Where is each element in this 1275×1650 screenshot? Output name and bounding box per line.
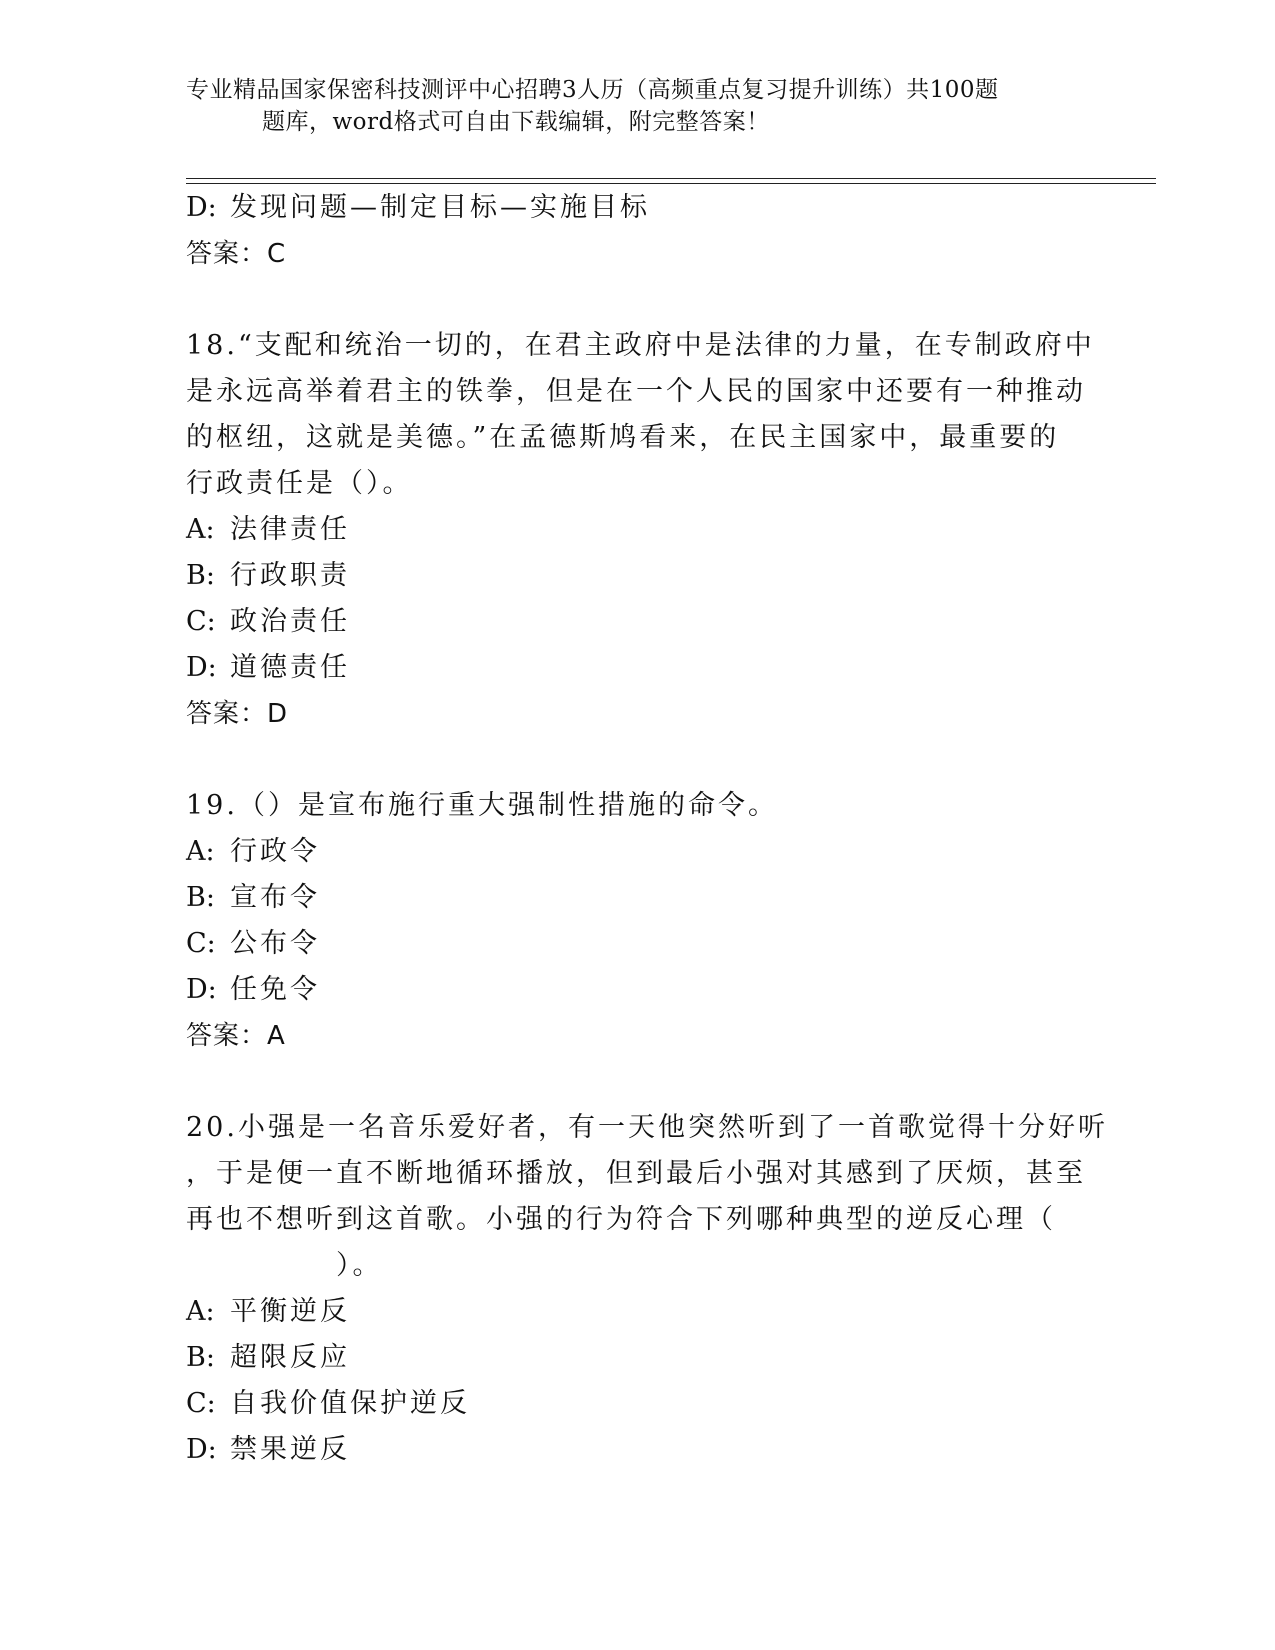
question-18-line: 行政责任是（）。 <box>186 468 413 499</box>
option-letter: B: <box>186 1342 215 1373</box>
document-header <box>186 74 1086 138</box>
option-letter: B: <box>186 882 215 913</box>
option-text: 政治责任 <box>230 606 350 637</box>
question-18-line: 的枢纽，这就是美德。”在孟德斯鸠看来，在民主国家中，最重要的 <box>186 422 1060 453</box>
option-letter: D: <box>186 1434 217 1465</box>
q19-option-a <box>186 829 1066 875</box>
question-20-line: 20.小强是一名音乐爱好者，有一天他突然听到了一首歌觉得十分好听 <box>186 1112 1108 1143</box>
prev-option-d <box>186 185 1066 231</box>
option-letter: A: <box>186 1296 215 1327</box>
option-text: 行政职责 <box>230 560 350 591</box>
question-18 <box>186 323 1095 737</box>
option-letter: D: <box>186 652 217 683</box>
q18-answer: 答案：D <box>186 699 289 729</box>
option-text: 任免令 <box>230 974 320 1005</box>
option-text: 行政令 <box>230 836 320 867</box>
q20-option-d <box>186 1427 1066 1473</box>
q19-option-d <box>186 967 1066 1013</box>
question-20-line: 再也不想听到这首歌。小强的行为符合下列哪种典型的逆反心理（ <box>186 1204 1056 1235</box>
option-text: 道德责任 <box>230 652 350 683</box>
option-letter: D: <box>186 192 217 223</box>
q20-option-a <box>186 1289 1066 1335</box>
question-19-line: 19.（）是宣布施行重大强制性措施的命令。 <box>186 790 778 821</box>
header-divider-bottom <box>186 183 1156 184</box>
option-letter: C: <box>186 928 216 959</box>
header-title-line1: 专业精品国家保密科技测评中心招聘3人历（高频重点复习提升训练）共100题 <box>186 77 999 103</box>
prev-answer: 答案：C <box>186 239 287 269</box>
option-text: 法律责任 <box>230 514 350 545</box>
question-20 <box>186 1105 1108 1473</box>
option-text: 公布令 <box>230 928 320 959</box>
option-letter: A: <box>186 836 215 867</box>
q20-option-b <box>186 1335 1066 1381</box>
option-text: 超限反应 <box>230 1342 350 1373</box>
option-text: 自我价值保护逆反 <box>230 1388 470 1419</box>
option-letter: C: <box>186 1388 216 1419</box>
option-text: 平衡逆反 <box>230 1296 350 1327</box>
header-title-line2: 题库，word格式可自由下载编辑，附完整答案！ <box>262 109 770 135</box>
option-letter: D: <box>186 974 217 1005</box>
option-letter: A: <box>186 514 215 545</box>
q20-option-c <box>186 1381 1066 1427</box>
question-18-line: 18.“支配和统治一切的，在君主政府中是法律的力量，在专制政府中 <box>186 330 1095 361</box>
question-20-line: ，于是便一直不断地循环播放，但到最后小强对其感到了厌烦，甚至 <box>186 1158 1086 1189</box>
q19-answer: 答案：A <box>186 1021 286 1051</box>
question-18-line: 是永远高举着君主的铁拳，但是在一个人民的国家中还要有一种推动 <box>186 376 1086 407</box>
q18-option-c <box>186 599 1066 645</box>
q19-option-c <box>186 921 1066 967</box>
header-divider-top <box>186 178 1156 179</box>
option-text: 禁果逆反 <box>230 1434 350 1465</box>
question-19 <box>186 783 1066 1059</box>
option-letter: B: <box>186 560 215 591</box>
question-20-line: ）。 <box>186 1250 383 1281</box>
q19-option-b <box>186 875 1066 921</box>
q18-option-d <box>186 645 1066 691</box>
option-letter: C: <box>186 606 216 637</box>
option-text: 宣布令 <box>230 882 320 913</box>
option-text: 发现问题—制定目标—实施目标 <box>230 192 650 223</box>
q18-option-b <box>186 553 1066 599</box>
document-body <box>186 185 1108 1473</box>
q18-option-a <box>186 507 1066 553</box>
